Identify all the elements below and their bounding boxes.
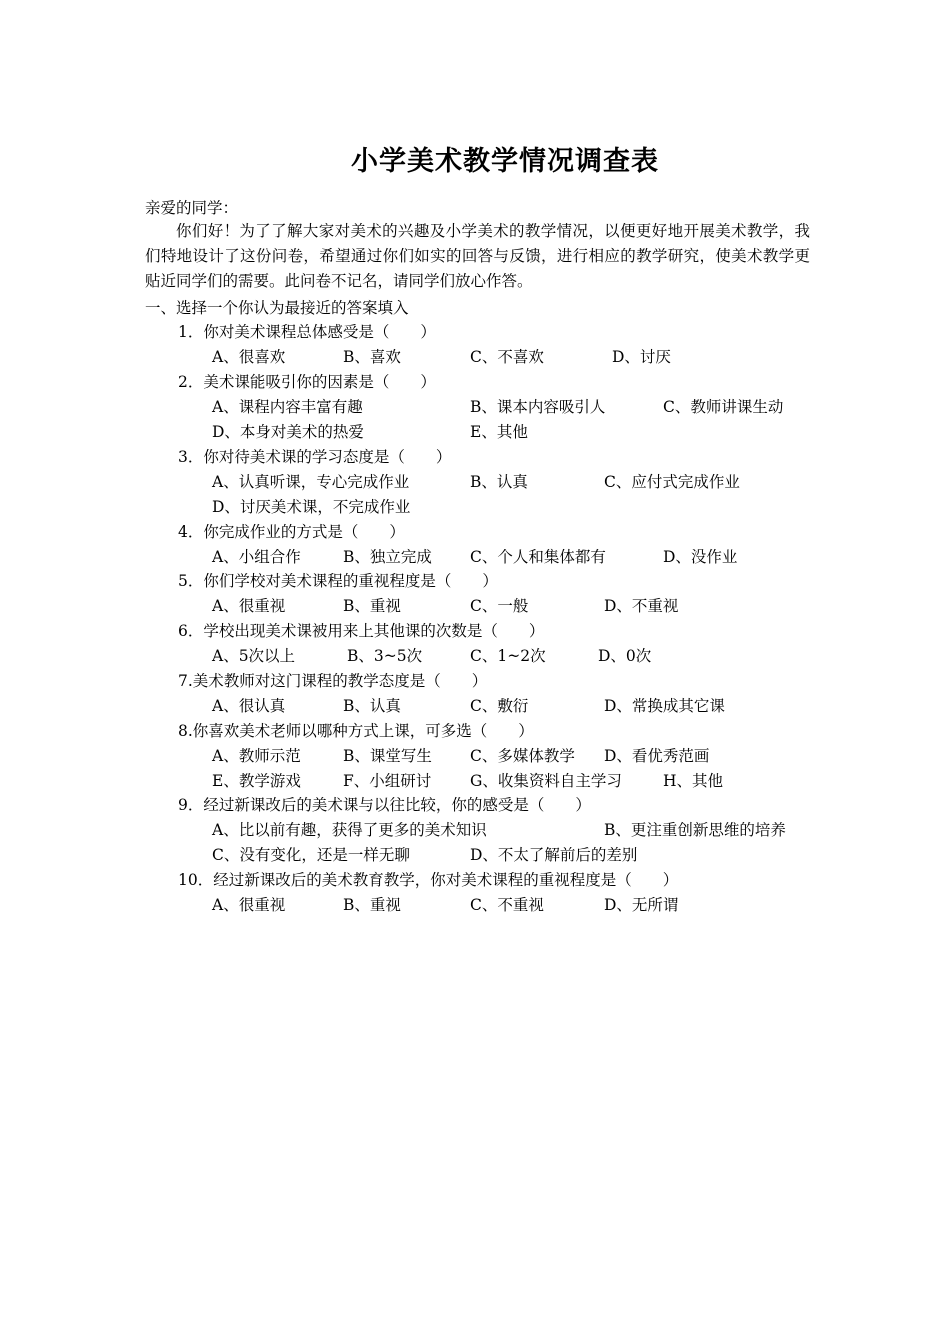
q2-option-a: A、课程内容丰富有趣 [212,398,363,416]
q8-option-g: G、收集资料自主学习 [470,772,622,790]
q6-option-d: D、0次 [598,647,652,665]
q1-option-d: D、讨厌 [612,348,671,366]
q8-option-a: A、教师示范 [212,747,301,765]
q3-option-c: C、应付式完成作业 [604,473,740,491]
q9-option-a: A、比以前有趣，获得了更多的美术知识 [212,821,487,839]
q6-option-b: B、3~5次 [347,647,423,665]
q2-option-d: D、本身对美术的热爱 [212,423,364,441]
q5-option-a: A、很重视 [212,597,286,615]
q6-option-a: A、5次以上 [212,647,296,665]
question-2: 2．美术课能吸引你的因素是（ ） [178,373,436,391]
q7-option-c: C、敷衍 [470,697,529,715]
q10-option-b: B、重视 [343,896,401,914]
q2-option-c: C、教师讲课生动 [663,398,784,416]
q8-option-c: C、多媒体教学 [470,747,575,765]
q9-option-d: D、不太了解前后的差别 [470,846,638,864]
q2-option-b: B、课本内容吸引人 [470,398,606,416]
q3-option-d: D、讨厌美术课，不完成作业 [212,498,411,516]
q7-option-a: A、很认真 [212,697,286,715]
question-1: 1．你对美术课程总体感受是（ ） [178,323,436,341]
q10-option-c: C、不重视 [470,896,544,914]
q6-option-c: C、1~2次 [470,647,546,665]
q9-option-c: C、没有变化，还是一样无聊 [212,846,410,864]
q1-option-a: A、很喜欢 [212,348,286,366]
q7-option-d: D、常换成其它课 [604,697,725,715]
question-10: 10．经过新课改后的美术教育教学，你对美术课程的重视程度是（ ） [178,871,679,889]
question-6: 6．学校出现美术课被用来上其他课的次数是（ ） [178,622,545,640]
q4-option-a: A、小组合作 [212,548,301,566]
q8-option-b: B、课堂写生 [343,747,432,765]
greeting: 亲爱的同学： [145,199,239,217]
page-title: 小学美术教学情况调查表 [351,146,659,177]
question-4: 4．你完成作业的方式是（ ） [178,523,405,541]
q7-option-b: B、认真 [343,697,401,715]
q1-option-c: C、不喜欢 [470,348,544,366]
q4-option-d: D、没作业 [663,548,738,566]
question-9: 9．经过新课改后的美术课与以往比较，你的感受是（ ） [178,796,591,814]
q4-option-b: B、独立完成 [343,548,432,566]
q10-option-d: D、无所谓 [604,896,679,914]
question-3: 3．你对待美术课的学习态度是（ ） [178,448,452,466]
q9-option-b: B、更注重创新思维的培养 [604,821,786,839]
q8-option-f: F、小组研讨 [343,772,432,790]
q10-option-a: A、很重视 [212,896,286,914]
q5-option-c: C、一般 [470,597,529,615]
question-5: 5．你们学校对美术课程的重视程度是（ ） [178,572,498,590]
intro-paragraph: 你们好！为了了解大家对美术的兴趣及小学美术的教学情况，以便更好地开展美术教学，我们特地设计了这份问卷，希望通过你们如实的回答与反馈，进行相应的教学研究，使美术教学更贴近同学们的需要。此问卷不记名，请同学们放心作答。 [145,222,810,290]
question-8: 8.你喜欢美术老师以哪种方式上课，可多选（ ） [178,722,534,740]
q2-option-e: E、其他 [470,423,528,441]
q5-option-b: B、重视 [343,597,401,615]
question-7: 7.美术教师对这门课程的教学态度是（ ） [178,672,488,690]
q8-option-d: D、看优秀范画 [604,747,710,765]
q8-option-e: E、教学游戏 [212,772,301,790]
section-heading: 一、选择一个你认为最接近的答案填入 [145,299,409,317]
q1-option-b: B、喜欢 [343,348,401,366]
q4-option-c: C、个人和集体都有 [470,548,606,566]
q3-option-b: B、认真 [470,473,528,491]
q3-option-a: A、认真听课，专心完成作业 [212,473,410,491]
q5-option-d: D、不重视 [604,597,679,615]
q8-option-h: H、其他 [663,772,724,790]
